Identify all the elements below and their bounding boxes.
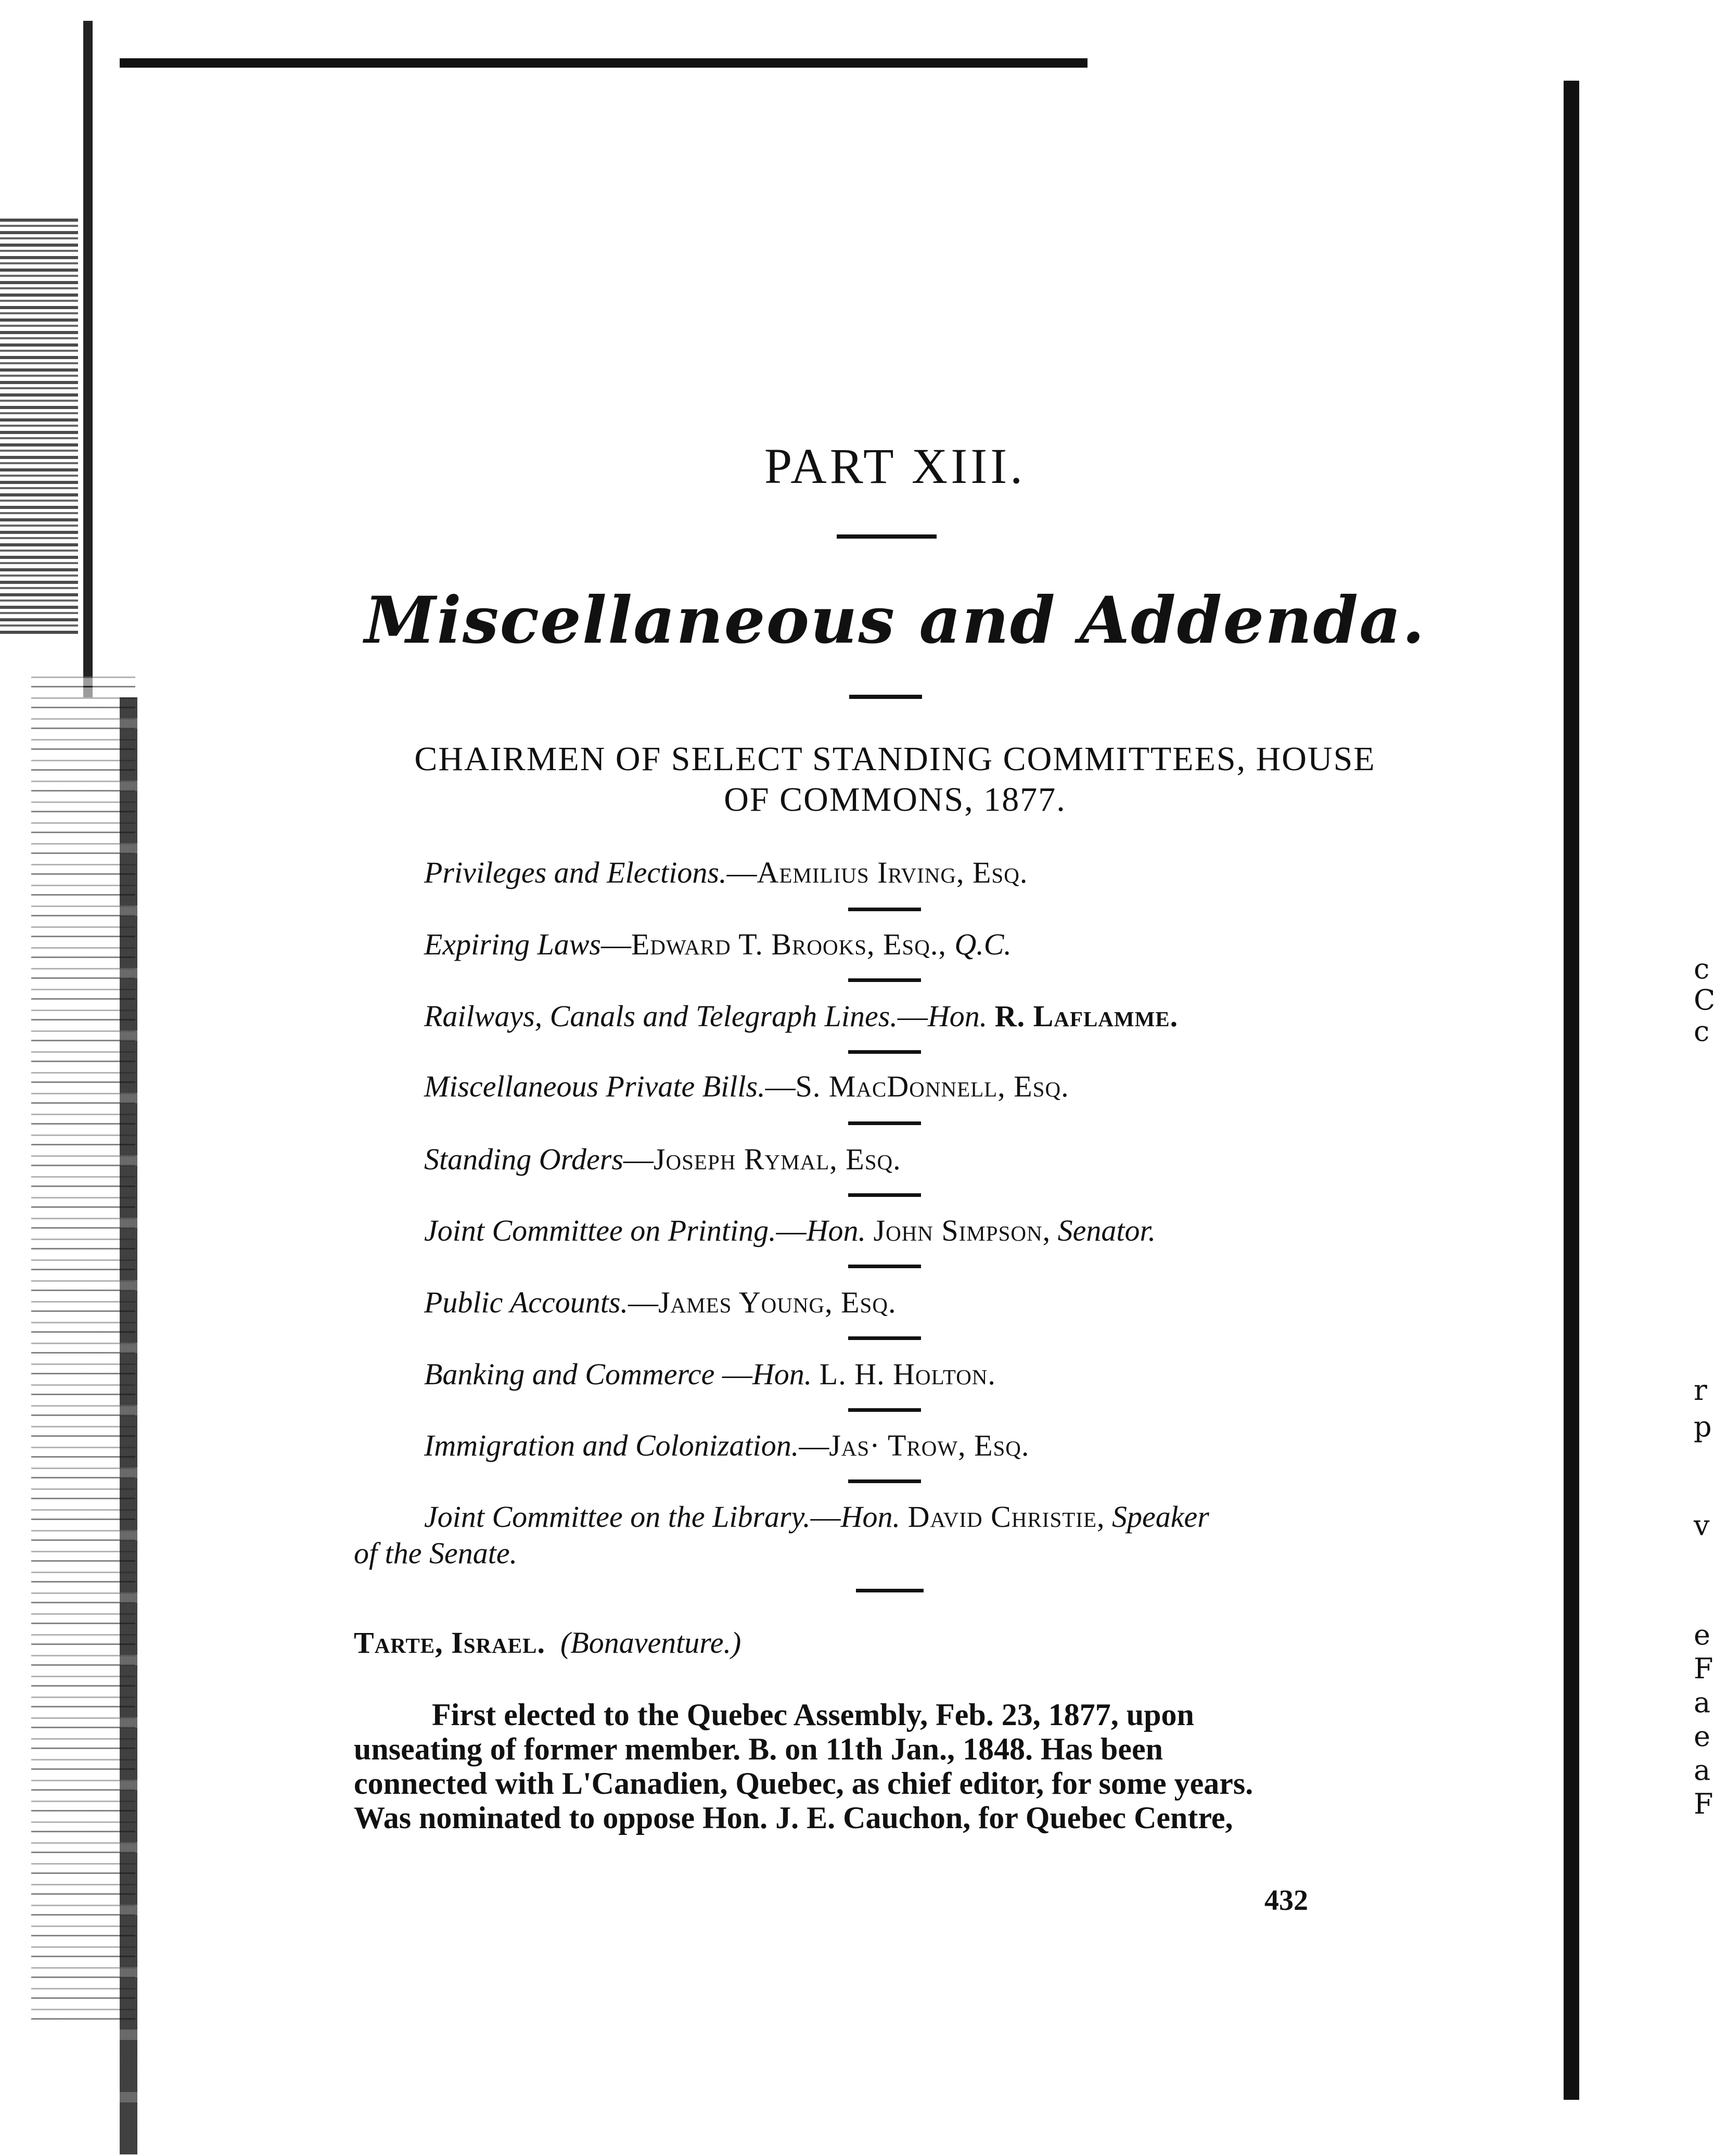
fragment: a: [1694, 1686, 1711, 1719]
fragment: F: [1694, 1788, 1713, 1820]
committee-entry-library: Joint Committee on the Library.—Hon. David Christie, Speaker: [424, 1500, 1209, 1534]
committee-entry: Joint Committee on Printing.—Hon. John Simpson, Senator.: [424, 1214, 1156, 1247]
committee-entry: Railways, Canals and Telegraph Lines.—Hon. R. Laflamme.: [424, 999, 1179, 1033]
scan-top-rule: [120, 58, 1088, 68]
chairman-name: James Young: [658, 1285, 825, 1319]
committee-name: Banking and Commerce: [424, 1357, 715, 1391]
divider: [848, 1193, 921, 1197]
fragment: v: [1694, 1509, 1710, 1542]
committee-entry: Miscellaneous Private Bills.—S. MacDonnell, Esq.: [424, 1069, 1069, 1103]
committee-entry: Standing Orders—Joseph Rymal, Esq.: [424, 1142, 901, 1176]
fragment: F: [1694, 1652, 1713, 1685]
bio-heading: [354, 1625, 1368, 1661]
divider: [848, 1050, 921, 1054]
committee-name: Immigration and Colonization.: [424, 1428, 799, 1462]
divider: [856, 1589, 924, 1592]
committee-name: Standing Orders: [424, 1142, 623, 1176]
divider: [848, 1336, 921, 1340]
bio-line-1: First elected to the Quebec Assembly, Feb. 23, 1877, upon: [432, 1698, 1194, 1732]
committees-heading: [354, 739, 1436, 820]
divider: [849, 695, 922, 699]
scan-left-noise: [0, 219, 78, 635]
chairman-name: Joseph Rymal: [653, 1142, 830, 1176]
divider: [848, 1408, 921, 1412]
bio-line-4: Was nominated to oppose Hon. J. E. Cauchon, for Quebec Centre,: [354, 1801, 1233, 1835]
committee-entry: Public Accounts.—James Young, Esq.: [424, 1285, 897, 1319]
bio-line-3: connected with L'Canadien, Quebec, as chief editor, for some years.: [354, 1766, 1253, 1801]
committee-entry: Immigration and Colonization.—Jas· Trow, Esq.: [424, 1428, 1030, 1462]
page-number: 432: [1264, 1884, 1308, 1917]
part-title: PART XIII.: [764, 438, 1026, 494]
divider: [848, 978, 921, 982]
committee-name: Joint Committee on Printing.: [424, 1214, 776, 1247]
bio-line-2: unseating of former member. B. on 11th Jan., 1848. Has been: [354, 1732, 1163, 1766]
committee-name: Miscellaneous Private Bills.: [424, 1069, 765, 1103]
chairman-name: John Simpson: [873, 1214, 1043, 1247]
committee-entry: Expiring Laws—Edward T. Brooks, Esq., Q.C.: [424, 927, 1012, 961]
committee-name: Public Accounts.: [424, 1285, 628, 1319]
section-title: Miscellaneous and Addenda.: [364, 583, 1426, 658]
committee-name: Privileges and Elections.: [424, 856, 727, 889]
chairman-name: Aemilius Irving: [757, 856, 956, 889]
chairman-name: Edward T. Brooks: [631, 927, 867, 961]
divider: [837, 534, 937, 539]
committee-entry: Banking and Commerce —Hon. L. H. Holton.: [424, 1357, 996, 1391]
member-name: Tarte, Israel.: [354, 1626, 545, 1660]
fragment: c: [1694, 1015, 1710, 1048]
chairman-name: R. Laflamme.: [994, 999, 1179, 1033]
scan-right-edge: [1564, 81, 1579, 2100]
committee-name: Expiring Laws: [424, 927, 601, 961]
chairman-name: Jas· Trow: [829, 1428, 958, 1462]
fragment: p: [1694, 1410, 1712, 1443]
chairman-name: David Christie: [907, 1500, 1097, 1534]
heading-line-1: CHAIRMEN OF SELECT STANDING COMMITTEES, HOUSE: [414, 740, 1376, 778]
committee-name: Joint Committee on the Library.: [424, 1500, 811, 1534]
committee-entry-library-cont: of the Senate.: [354, 1536, 518, 1570]
fragment: C: [1694, 984, 1716, 1016]
committee-name: Railways, Canals and Telegraph Lines.: [424, 999, 898, 1033]
scan-left-binding: [120, 697, 137, 2154]
divider: [848, 1121, 921, 1125]
fragment: e: [1694, 1618, 1710, 1651]
fragment: e: [1694, 1720, 1710, 1753]
fragment: c: [1694, 952, 1710, 985]
scan-left-edge: [83, 21, 93, 697]
committee-entry: Privileges and Elections.—Aemilius Irving, Esq.: [424, 856, 1028, 889]
divider: [848, 1479, 921, 1483]
divider: [848, 908, 921, 911]
chairman-name: L. H. Holton.: [819, 1357, 996, 1391]
chairman-name: S. MacDonnell: [795, 1069, 998, 1103]
riding: (Bonaventure.): [560, 1626, 741, 1660]
fragment: r: [1694, 1374, 1707, 1407]
divider: [848, 1265, 921, 1268]
heading-line-2: OF COMMONS, 1877.: [724, 781, 1066, 819]
fragment: a: [1694, 1754, 1711, 1787]
